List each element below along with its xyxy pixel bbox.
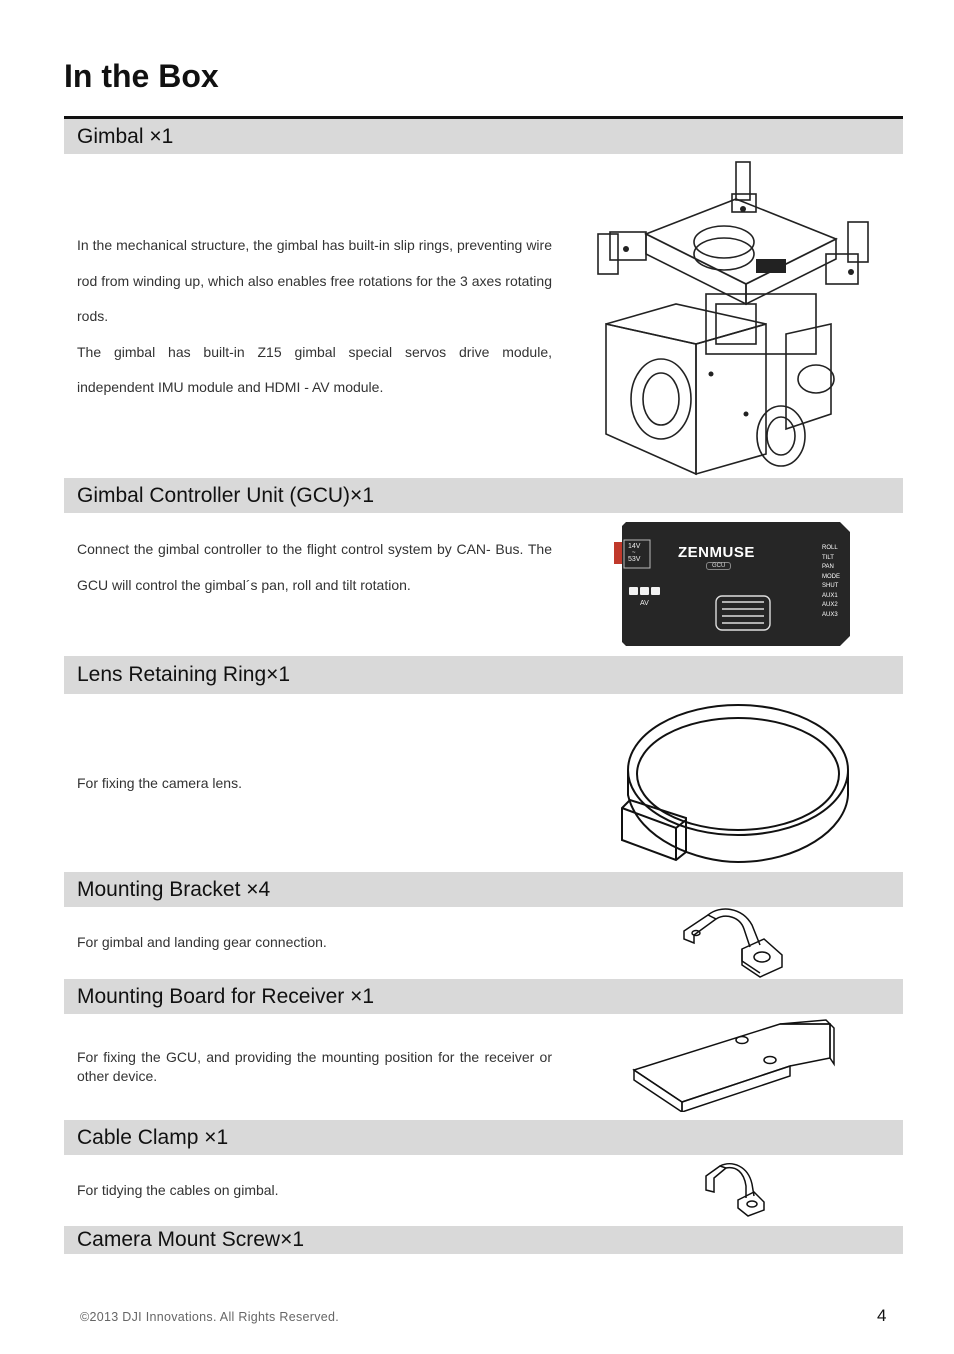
section-heading-board: Mounting Board for Receiver ×1 xyxy=(64,979,903,1014)
copyright-footer: ©2013 DJI Innovations. All Rights Reserved. xyxy=(80,1310,340,1324)
port-label: SHUT xyxy=(822,583,839,589)
port-label: AUX2 xyxy=(822,602,838,608)
gcu-description: Connect the gimbal controller to the flight control system by CAN- Bus. The GCU will control the gimbal´s pan, roll and tilt rotation. xyxy=(77,541,552,593)
port-label: AUX1 xyxy=(822,592,838,599)
lens-ring-illustration xyxy=(618,700,852,866)
section-heading-screw: Camera Mount Screw×1 xyxy=(64,1226,903,1254)
lens-ring-description: For fixing the camera lens. xyxy=(77,775,242,791)
gcu-power-label-mid: ~ xyxy=(632,550,636,556)
port-label: TILT xyxy=(822,554,834,561)
port-label: ROLL xyxy=(822,545,838,551)
bracket-illustration xyxy=(680,905,786,979)
gcu-brand-logo: ZENMUSE xyxy=(678,544,755,561)
gcu-power-label-bottom: 53V xyxy=(628,556,641,563)
gcu-model-badge: GCU xyxy=(706,562,731,570)
gimbal-description xyxy=(77,228,552,406)
page-number: 4 xyxy=(877,1306,887,1325)
gcu-port-labels xyxy=(822,544,848,620)
section-heading-clamp: Cable Clamp ×1 xyxy=(64,1120,903,1155)
section-heading-gimbal: Gimbal ×1 xyxy=(64,119,903,154)
gcu-power-label-top: 14V xyxy=(628,543,641,550)
clamp-description: For tidying the cables on gimbal. xyxy=(77,1182,279,1198)
page-title: In the Box xyxy=(64,58,219,94)
board-illustration xyxy=(630,1018,836,1112)
port-label: AUX3 xyxy=(822,611,838,618)
board-description: For fixing the GCU, and providing the mounting position for the receiver or other device. xyxy=(77,1049,552,1084)
gimbal-paragraph-2: The gimbal has built-in Z15 gimbal special servos drive module, independent IMU module and HDMI - AV module. xyxy=(77,343,552,395)
section-heading-bracket: Mounting Bracket ×4 xyxy=(64,872,903,907)
bracket-description: For gimbal and landing gear connection. xyxy=(77,934,327,950)
section-heading-lens-ring: Lens Retaining Ring×1 xyxy=(64,656,903,694)
port-label: MODE xyxy=(822,573,840,580)
gcu-av-label: AV xyxy=(640,600,649,607)
gimbal-illustration xyxy=(586,154,882,480)
gimbal-paragraph-1: In the mechanical structure, the gimbal has built-in slip rings, preventing wire rod from winding up, which also enables free rotations for the 3 axes rotating rods. xyxy=(77,237,552,324)
section-heading-gcu: Gimbal Controller Unit (GCU)×1 xyxy=(64,478,903,513)
cable-clamp-illustration xyxy=(702,1162,766,1218)
gcu-illustration xyxy=(614,522,850,646)
port-label: PAN xyxy=(822,564,834,570)
